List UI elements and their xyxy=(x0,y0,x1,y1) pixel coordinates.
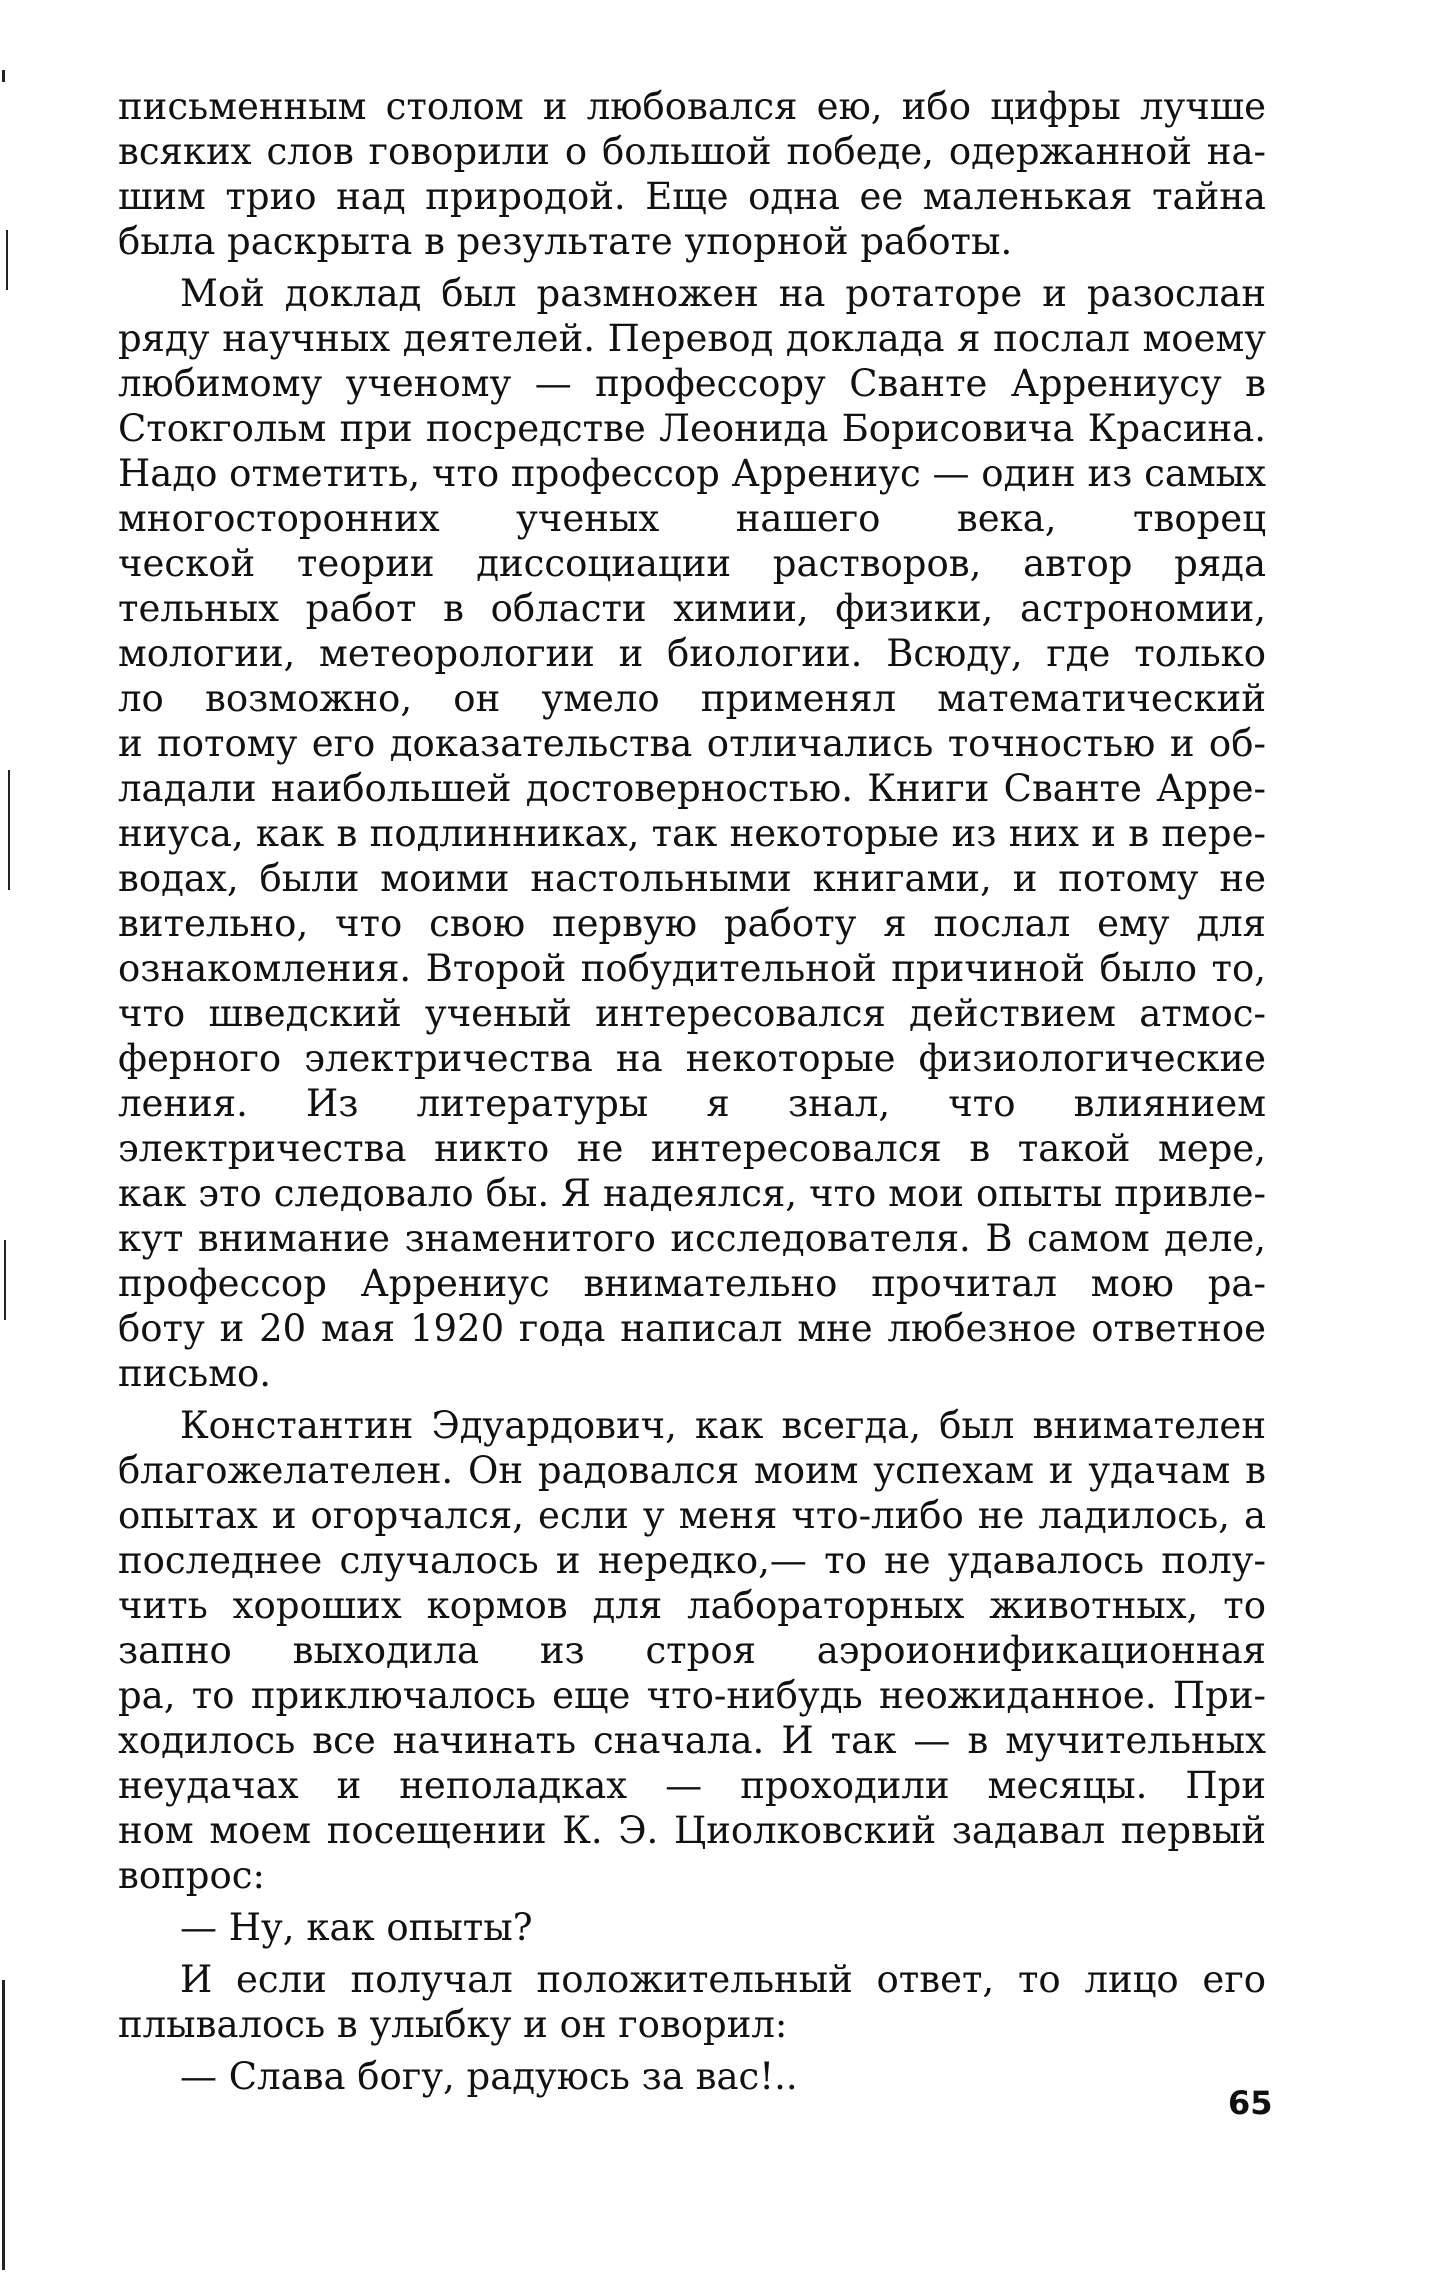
text-line: и потому его доказательства отличались точностью и об- xyxy=(118,722,1266,765)
text-line: что шведский ученый интересовался действием атмос- xyxy=(118,992,1266,1035)
text-line: ладали наибольшей достоверностью. Книги Сванте Арре- xyxy=(118,767,1266,810)
text-line: — Слава богу, радуюсь за вас!.. xyxy=(180,2055,798,2098)
text-line: ходилось все начинать сначала. И так — в мучительных xyxy=(118,1719,1266,1762)
text-line: ном моем посещении К. Э. Циолковский задавал первый xyxy=(118,1809,1266,1852)
text-line: боту и 20 мая 1920 года написал мне любезное ответное xyxy=(118,1307,1266,1350)
text-line: всяких слов говорили о большой победе, одержанной на- xyxy=(118,130,1266,173)
text-line: мологии, метеорологии и биологии. Всюду, где только xyxy=(118,632,1266,675)
page-number: 65 xyxy=(1228,2084,1273,2122)
body-text xyxy=(118,84,1266,2099)
text-line: плывалось в улыбку и он говорил: xyxy=(118,2003,788,2046)
text-line: была раскрыта в результате упорной работы. xyxy=(118,220,1013,263)
paragraph-gap xyxy=(118,1898,1266,1905)
text-line: письмо. xyxy=(118,1352,272,1395)
text-line: любимому ученому — профессору Сванте Аррениусу в xyxy=(118,362,1266,405)
text-line: ра, то приключалось еще что-нибудь неожиданное. При- xyxy=(118,1674,1266,1717)
text-line: неудачах и неполадках — проходили месяцы. При xyxy=(118,1764,1266,1807)
text-line: ниуса, как в подлинниках, так некоторые из них и в пере- xyxy=(118,812,1266,855)
text-line: ло возможно, он умело применял математический xyxy=(118,677,1266,720)
text-line: Стокгольм при посредстве Леонида Борисовича Красина. xyxy=(118,407,1266,450)
text-line: последнее случалось и нередко,— то не удавалось полу- xyxy=(118,1539,1266,1582)
text-line: благожелателен. Он радовался моим успехам и удачам в xyxy=(118,1449,1266,1492)
paragraph xyxy=(118,1905,1266,1950)
paragraph xyxy=(118,2054,1266,2099)
text-line: вительно, что свою первую работу я послал ему для xyxy=(118,902,1266,945)
text-line: Надо отметить, что профессор Аррениус — один из самых xyxy=(118,452,1266,495)
text-line: И если получал положительный ответ, то лицо его xyxy=(180,1958,1266,2001)
paragraph xyxy=(118,1403,1266,1898)
text-line: ферного электричества на некоторые физиологические xyxy=(118,1037,1266,1080)
paragraph-gap xyxy=(118,1950,1266,1957)
paragraph-gap xyxy=(118,2047,1266,2054)
text-line: профессор Аррениус внимательно прочитал мою ра- xyxy=(118,1262,1266,1305)
text-line: ческой теории диссоциации растворов, автор ряда xyxy=(118,542,1266,585)
text-line: — Ну, как опыты? xyxy=(180,1906,533,1949)
margin-mark xyxy=(2,70,5,82)
text-line: многосторонних ученых нашего века, творец xyxy=(118,497,1266,540)
paragraph-gap xyxy=(118,1396,1266,1403)
text-line: ознакомления. Второй побудительной причиной было то, xyxy=(118,947,1266,990)
text-line: чить хороших кормов для лабораторных животных, то xyxy=(118,1584,1266,1627)
margin-mark xyxy=(6,230,8,290)
margin-mark xyxy=(8,770,10,890)
paragraph xyxy=(118,84,1266,264)
text-line: тельных работ в области химии, физики, астрономии, xyxy=(118,587,1266,630)
text-line: опытах и огорчался, если у меня что-либо не ладилось, а xyxy=(118,1494,1266,1537)
text-line: шим трио над природой. Еще одна ее маленькая тайна xyxy=(118,175,1266,218)
text-line: Мой доклад был размножен на ротаторе и разослан xyxy=(180,272,1266,315)
paragraph xyxy=(118,1957,1266,2047)
paragraph-gap xyxy=(118,264,1266,271)
text-line: Константин Эдуардович, как всегда, был внимателен xyxy=(180,1404,1266,1447)
margin-mark xyxy=(2,1980,5,2270)
text-line: ления. Из литературы я знал, что влиянием xyxy=(118,1082,1266,1125)
text-line: водах, были моими настольными книгами, и потому не xyxy=(118,857,1266,900)
text-line: кут внимание знаменитого исследователя. В самом деле, xyxy=(118,1217,1266,1260)
paragraph xyxy=(118,271,1266,1396)
text-line: вопрос: xyxy=(118,1854,265,1897)
text-line: ряду научных деятелей. Перевод доклада я послал моему xyxy=(118,317,1266,360)
margin-mark xyxy=(4,1240,6,1320)
text-line: электричества никто не интересовался в такой мере, xyxy=(118,1127,1266,1170)
text-line: как это следовало бы. Я надеялся, что мои опыты привле- xyxy=(118,1172,1266,1215)
text-line: письменным столом и любовался ею, ибо цифры лучше xyxy=(118,85,1266,128)
text-line: запно выходила из строя аэроионификационная xyxy=(118,1629,1266,1672)
